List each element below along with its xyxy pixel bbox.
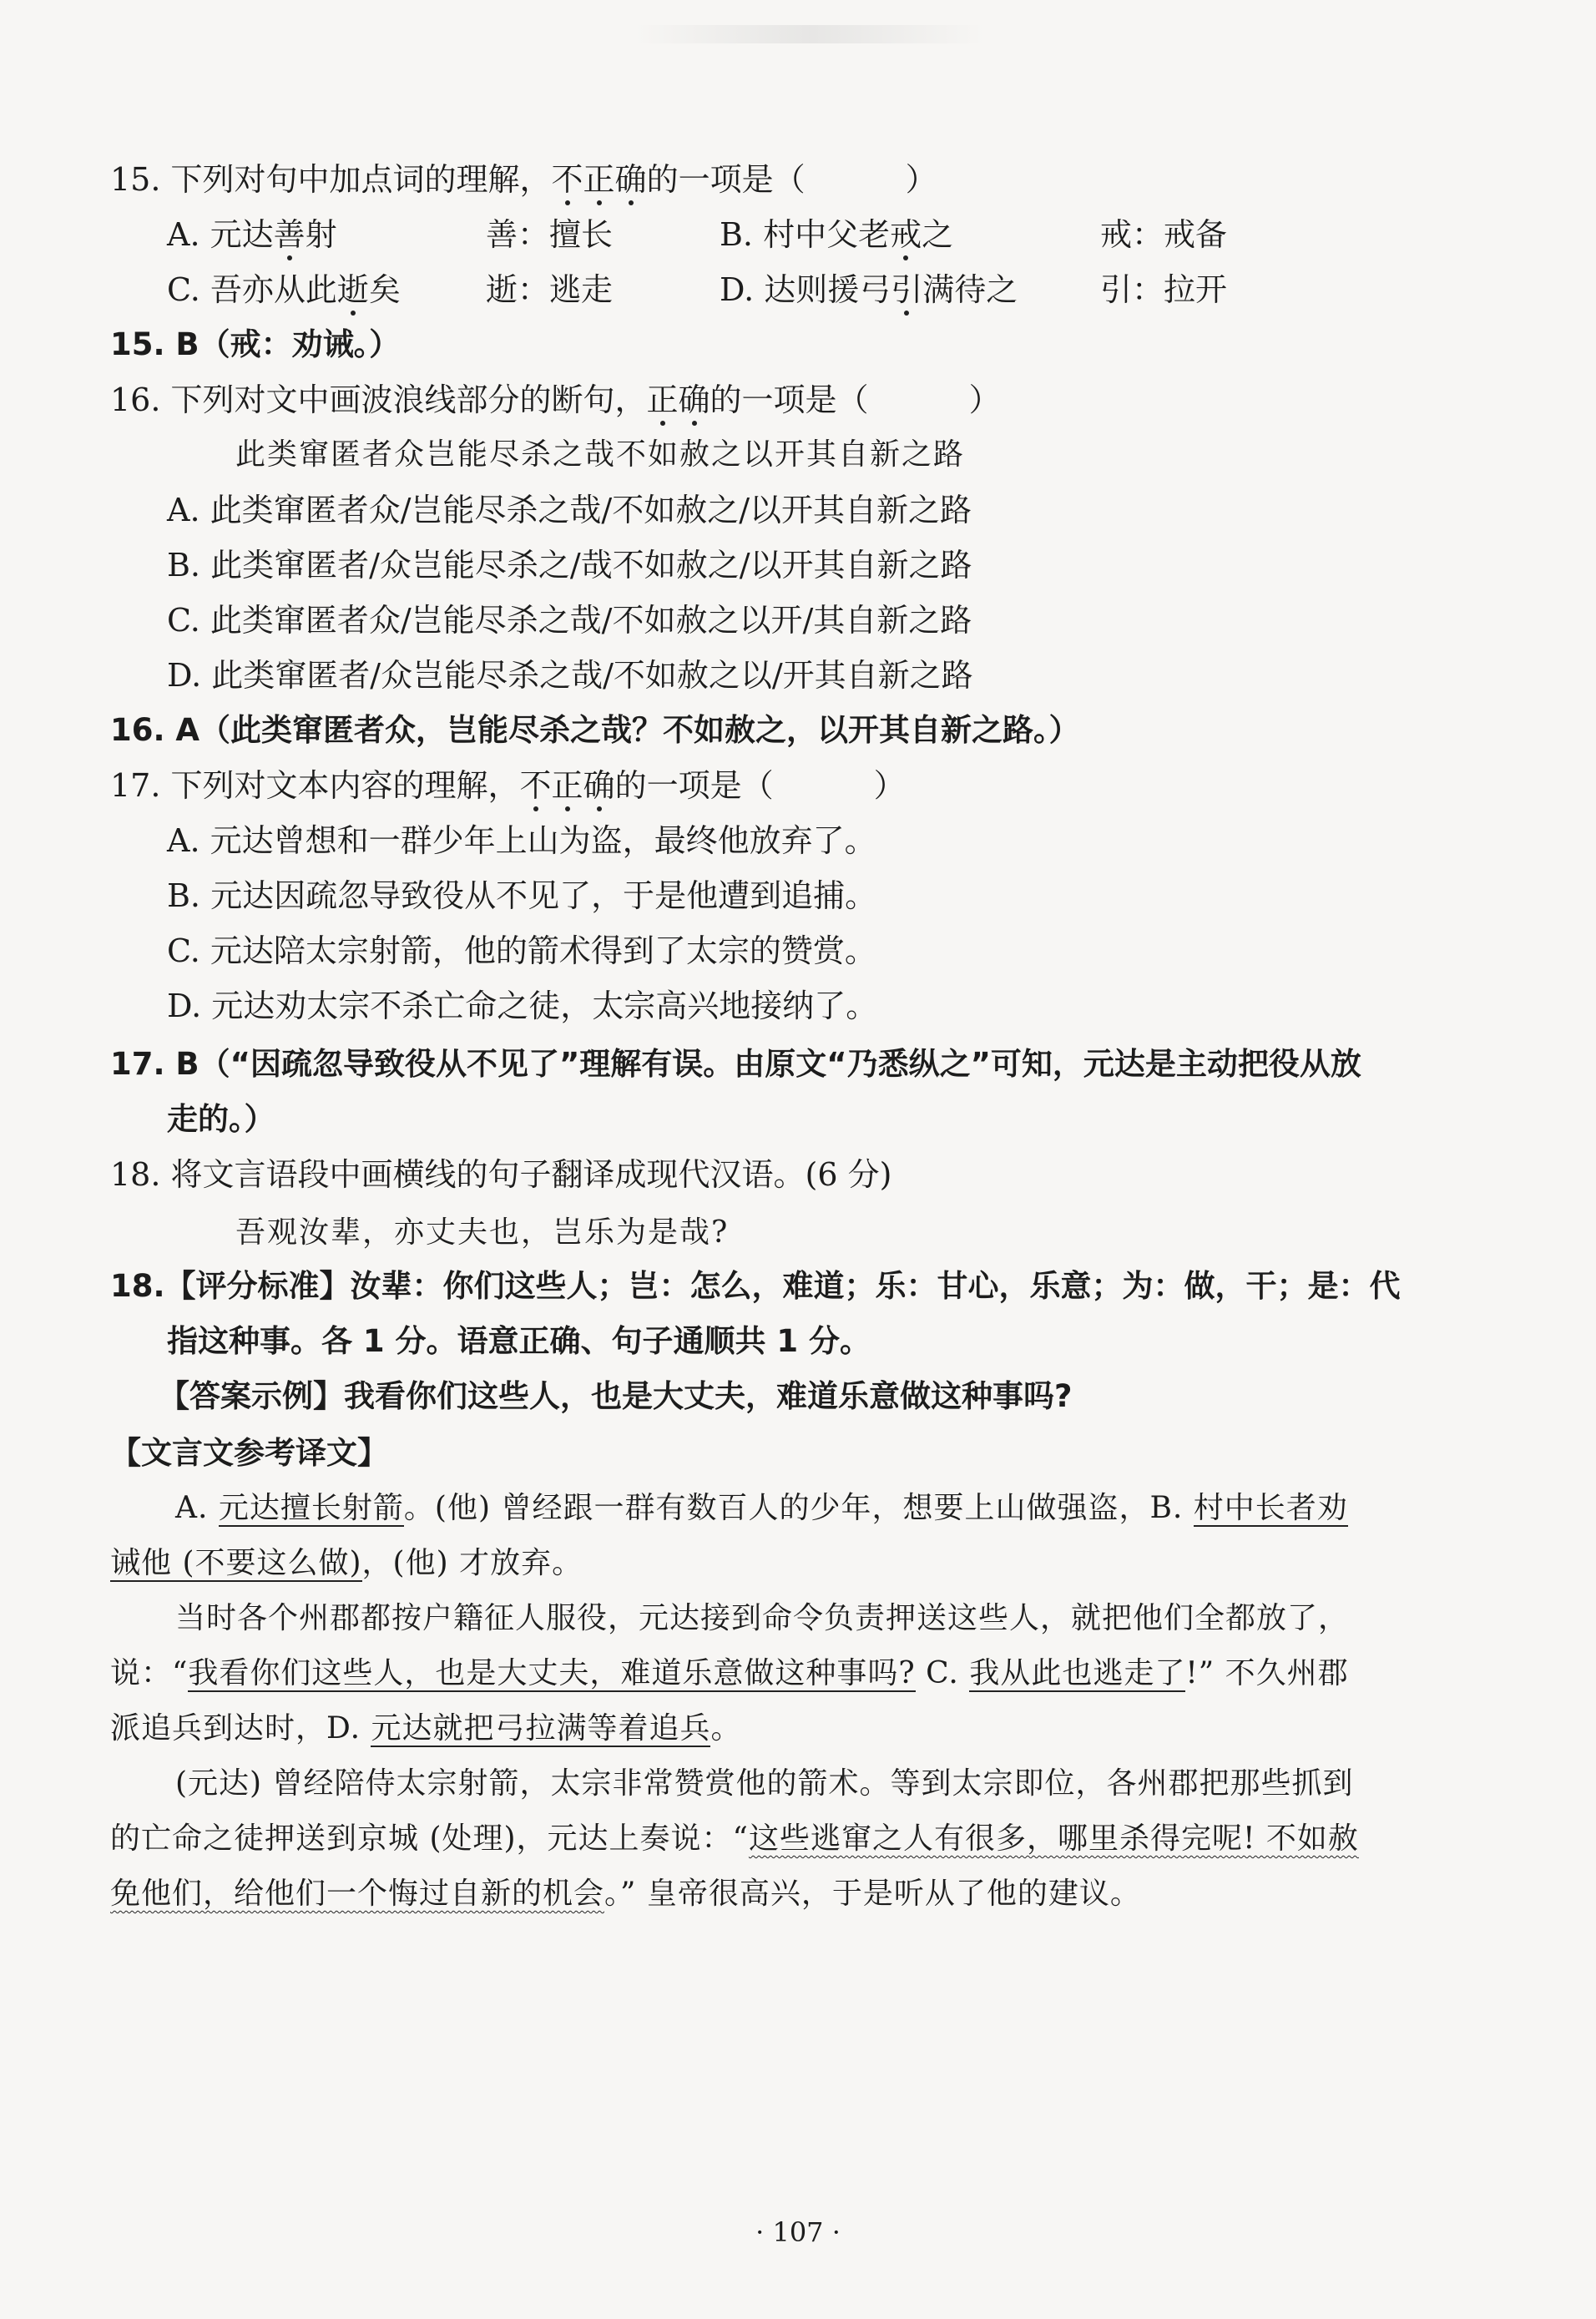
translation-p2-line-2: 说：“我看你们这些人，也是大丈夫，难道乐意做这种事吗? C. 我从此也逃走了!” 不久州郡 — [110, 1656, 1349, 1690]
question-17-option-a: A. 元达曾想和一群少年上山为盗，最终他放弃了。 — [167, 822, 876, 859]
question-18-sentence: 吾观汝辈，亦丈夫也，岂乐为是哉? — [235, 1215, 730, 1250]
question-15-option-b-gloss: 戒：戒备 — [1100, 216, 1228, 253]
translation-p1-line-2: 诫他 (不要这么做)，(他) 才放弃。 — [110, 1546, 583, 1580]
translation-p2-line-1: 当时各个州郡都按户籍征人服役，元达接到命令负责押送这些人，就把他们全都放了， — [175, 1601, 1350, 1635]
answer-17-line-2: 走的。） — [167, 1101, 275, 1137]
question-16-sentence: 此类窜匿者众岂能尽杀之哉不如赦之以开其自新之路 — [235, 437, 966, 472]
question-16-option-d: D. 此类窜匿者/众岂能尽杀之哉/不如赦之以/开其自新之路 — [167, 657, 973, 694]
question-17-option-d: D. 元达劝太宗不杀亡命之徒，太宗高兴地接纳了。 — [167, 988, 878, 1024]
question-15-option-a-gloss: 善：擅长 — [486, 216, 614, 253]
question-16-option-a: A. 此类窜匿者众/岂能尽杀之哉/不如赦之/以开其自新之路 — [167, 492, 972, 528]
translation-p1-line-1: A. 元达擅长射箭。(他) 曾经跟一群有数百人的少年，想要上山做强盗，B. 村中长者劝 — [175, 1491, 1348, 1525]
question-15-option-c: C. 吾亦从此逝矣 — [167, 271, 401, 308]
question-15-option-d: D. 达则援弓引满待之 — [720, 271, 1018, 308]
translation-heading: 【文言文参考译文】 — [110, 1435, 388, 1471]
question-17-stem: 17. 下列对文本内容的理解，不正确的一项是（ ） — [110, 767, 906, 804]
question-17-option-c: C. 元达陪太宗射箭，他的箭术得到了太宗的赞赏。 — [167, 932, 876, 969]
answer-16: 16. A（此类窜匿者众，岂能尽杀之哉？不如赦之，以开其自新之路。） — [110, 712, 1080, 748]
translation-p3-line-3: 免他们，给他们一个悔过自新的机会。” 皇帝很高兴，于是听从了他的建议。 — [110, 1877, 1141, 1911]
answer-18-line-1: 18.【评分标准】汝辈：你们这些人；岂：怎么，难道；乐：甘心，乐意；为：做，干；是：代 — [110, 1268, 1401, 1304]
question-18-stem: 18. 将文言语段中画横线的句子翻译成现代汉语。(6 分) — [110, 1156, 892, 1193]
translation-p3-line-1: (元达) 曾经陪侍太宗射箭，太宗非常赞赏他的箭术。等到太宗即位，各州郡把那些抓到 — [175, 1766, 1354, 1801]
question-16-stem: 16. 下列对文中画波浪线部分的断句，正确的一项是（ ） — [110, 381, 1001, 418]
answer-15: 15. B（戒：劝诫。） — [110, 326, 401, 362]
question-15-option-c-gloss: 逝：逃走 — [486, 271, 614, 308]
answer-18-example: 【答案示例】我看你们这些人，也是大丈夫，难道乐意做这种事吗? — [159, 1378, 1073, 1414]
translation-p2-line-3: 派追兵到达时，D. 元达就把弓拉满等着追兵。 — [110, 1711, 742, 1746]
translation-p3-line-2: 的亡命之徒押送到京城 (处理)，元达上奏说：“这些逃窜之人有很多，哪里杀得完呢! 不如赦 — [110, 1821, 1359, 1856]
scan-artifact — [634, 25, 985, 43]
question-15-stem: 15. 下列对句中加点词的理解，不正确的一项是（ ） — [110, 161, 937, 198]
emphasis-dot-char: 确 — [614, 161, 647, 198]
answer-18-line-2: 指这种事。各 1 分。语意正确、句子通顺共 1 分。 — [167, 1323, 871, 1359]
question-15-option-b: B. 村中父老戒之 — [720, 216, 954, 253]
answer-17-line-1: 17. B（“因疏忽导致役从不见了”理解有误。由原文“乃悉纵之”可知，元达是主动把役从放 — [110, 1046, 1361, 1082]
page-number: · 107 · — [755, 2216, 841, 2248]
question-16-option-b: B. 此类窜匿者/众岂能尽杀之/哉不如赦之/以开其自新之路 — [167, 547, 972, 584]
question-15-option-d-gloss: 引：拉开 — [1100, 271, 1228, 308]
question-17-option-b: B. 元达因疏忽导致役从不见了，于是他遭到追捕。 — [167, 877, 877, 914]
question-15-option-a: A. 元达善射 — [167, 216, 337, 253]
emphasis-dot-char: 不 — [551, 161, 583, 198]
question-16-option-c: C. 此类窜匿者众/岂能尽杀之哉/不如赦之以开/其自新之路 — [167, 602, 972, 639]
emphasis-dot-char: 正 — [583, 161, 615, 198]
